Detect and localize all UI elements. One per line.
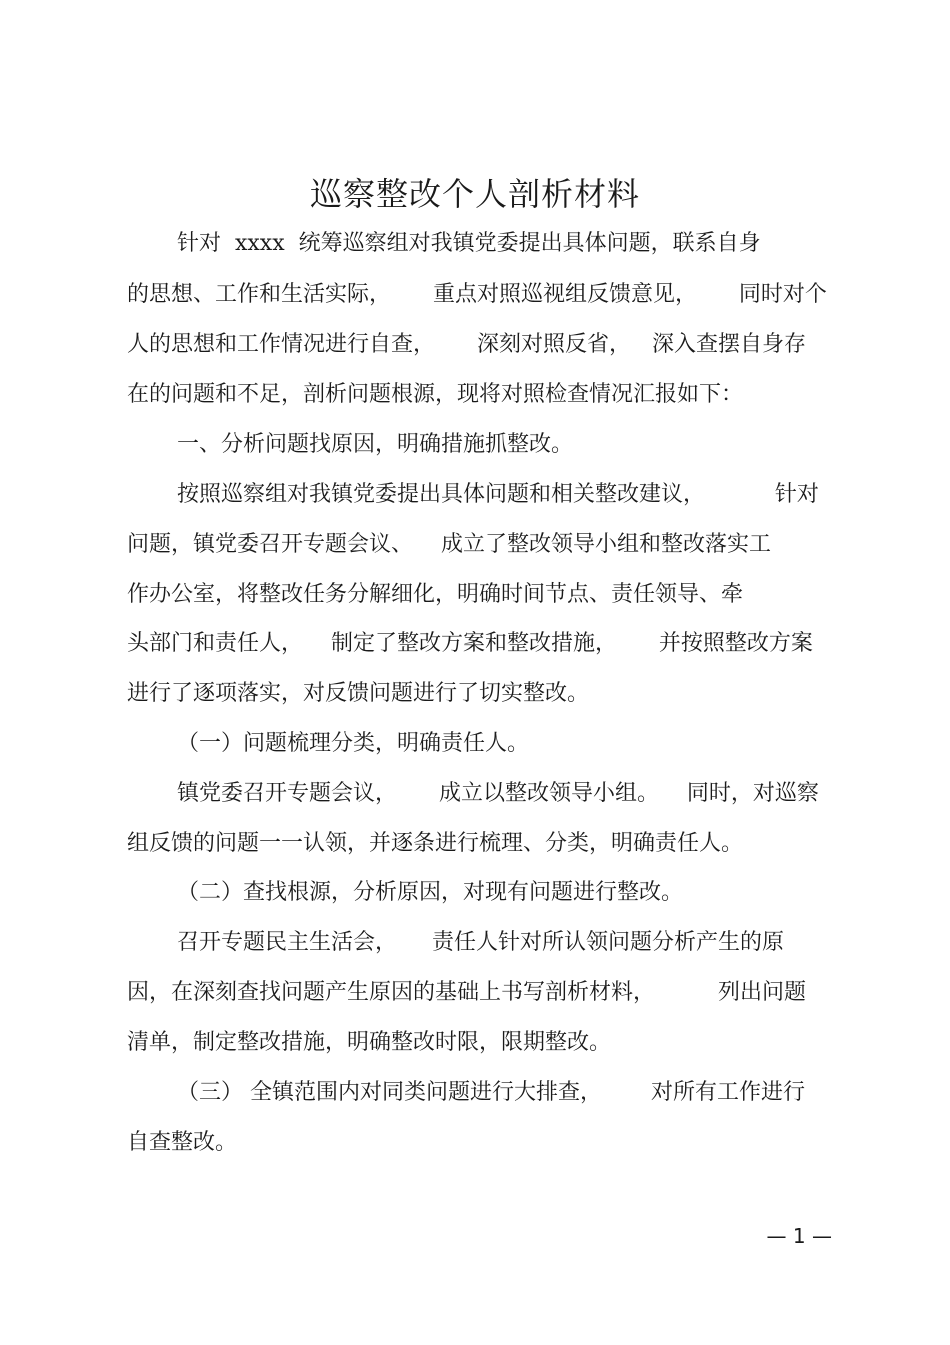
- text-line: 的思想、工作和生活实际， 重点对照巡视组反馈意见， 同时对个: [127, 282, 827, 307]
- subsection-heading: （二）查找根源，分析原因，对现有问题进行整改。: [177, 880, 684, 905]
- text-line: 组反馈的问题一一认领，并逐条进行梳理、分类，明确责任人。: [127, 831, 744, 856]
- text-line: 人的思想和工作情况进行自查， 深刻对照反省， 深入查摆自身存: [127, 332, 806, 357]
- subsection-heading: （一）问题梳理分类，明确责任人。: [177, 731, 530, 756]
- text-line: 按照巡察组对我镇党委提出具体问题和相关整改建议， 针对: [177, 482, 819, 507]
- subsection-heading: （三） 全镇范围内对同类问题进行大排查， 对所有工作进行: [177, 1080, 805, 1105]
- document-title: 巡察整改个人剖析材料: [309, 175, 640, 213]
- text-line: 进行了逐项落实，对反馈问题进行了切实整改。: [127, 681, 590, 706]
- page-number: — 1 —: [766, 1224, 832, 1248]
- text-line: 作办公室，将整改任务分解细化，明确时间节点、责任领导、牵: [127, 582, 744, 607]
- section-heading: 一、分析问题找原因，明确措施抓整改。: [177, 432, 574, 457]
- text-line: 头部门和责任人， 制定了整改方案和整改措施， 并按照整改方案: [127, 631, 813, 656]
- text-line: 针对 xxxx 统筹巡察组对我镇党委提出具体问题，联系自身: [177, 231, 761, 256]
- text-line: 在的问题和不足，剖析问题根源，现将对照检查情况汇报如下：: [127, 382, 744, 407]
- text-line: 自查整改。: [127, 1130, 238, 1155]
- text-line: 召开专题民主生活会， 责任人针对所认领问题分析产生的原: [177, 930, 784, 955]
- text-line: 清单，制定整改措施，明确整改时限，限期整改。: [127, 1030, 612, 1055]
- text-line: 镇党委召开专题会议， 成立以整改领导小组。 同时，对巡察: [177, 781, 819, 806]
- text-line: 问题，镇党委召开专题会议、 成立了整改领导小组和整改落实工: [127, 532, 771, 557]
- text-line: 因，在深刻查找问题产生原因的基础上书写剖析材料， 列出问题: [127, 980, 806, 1005]
